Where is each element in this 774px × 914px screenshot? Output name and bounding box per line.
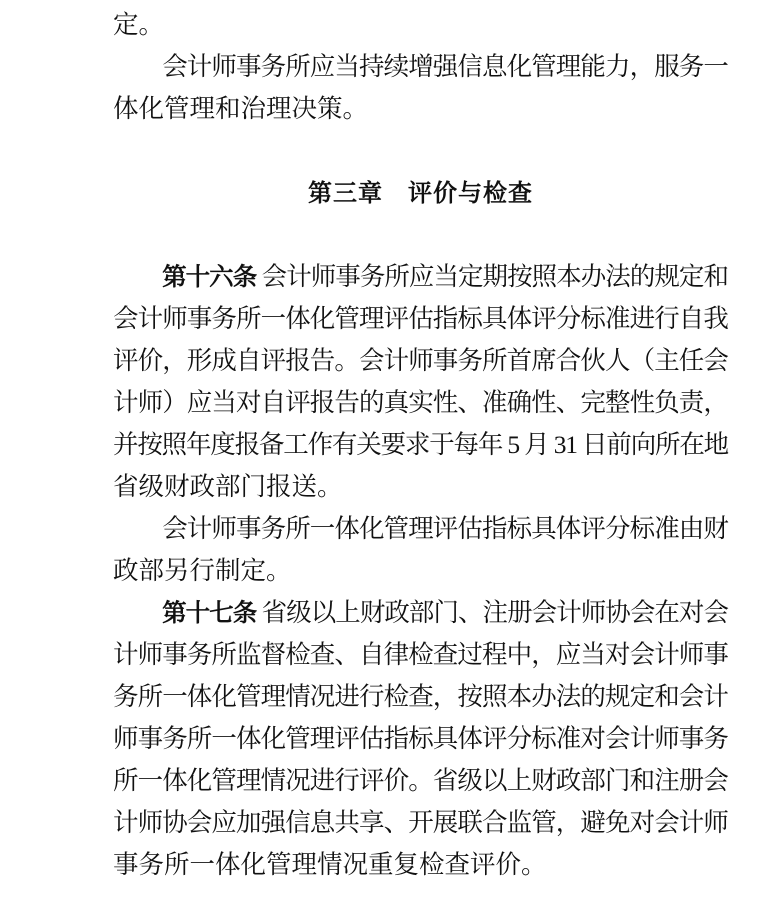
text-segment: 会计师事务所应当持续增强信息化管理能力，服务一 (113, 52, 728, 81)
text-line (113, 346, 728, 388)
line-text (113, 388, 728, 417)
line-text (113, 850, 547, 879)
text-segment: 会计师事务所应当定期按照本办法的规定和 (256, 262, 728, 291)
chapter-heading (113, 178, 728, 220)
line-text (113, 640, 728, 669)
text-segment: 并按照年度报备工作有关要求于每年 5 月 31 日前向所在地 (113, 430, 728, 459)
line-text (113, 430, 728, 459)
text-segment: 会计师事务所一体化管理评估指标具体评分标准由财 (113, 514, 728, 543)
text-line (113, 850, 728, 892)
bold-text-segment: 第三章 评价与检查 (308, 180, 533, 207)
blank-line (113, 220, 728, 262)
line-text (113, 94, 368, 123)
line-text (113, 10, 164, 39)
line-text (113, 514, 728, 543)
text-segment: 所一体化管理情况进行评价。省级以上财政部门和注册会 (113, 766, 728, 795)
text-line (113, 640, 728, 682)
text-segment: 体化管理和治理决策。 (113, 94, 369, 123)
text-line (113, 682, 728, 724)
text-line (113, 94, 728, 136)
text-line (113, 556, 728, 598)
text-line (113, 472, 728, 514)
text-line (113, 808, 728, 850)
bold-text-segment: 第十六条 (162, 264, 257, 291)
text-segment: 省级财政部门报送。 (113, 472, 343, 501)
text-segment: 计师）应当对自评报告的真实性、准确性、完整性负责， (113, 388, 728, 417)
line-text (113, 304, 728, 333)
line-text (113, 346, 728, 375)
line-text (113, 556, 292, 585)
text-segment: 评价，形成自评报告。会计师事务所首席合伙人（主任会 (113, 346, 728, 375)
text-line (113, 52, 728, 94)
text-segment (113, 262, 162, 291)
line-text (113, 682, 728, 711)
line-text (308, 178, 533, 207)
bold-text-segment: 第十七条 (162, 600, 257, 627)
line-text (113, 262, 728, 291)
text-line (113, 598, 728, 640)
text-segment: 务所一体化管理情况进行检查，按照本办法的规定和会计 (113, 682, 728, 711)
text-segment: 计师事务所监督检查、自律检查过程中，应当对会计师事 (113, 640, 728, 669)
text-segment: 计师协会应加强信息共享、开展联合监管，避免对会计师 (113, 808, 728, 837)
line-text (113, 598, 728, 627)
blank-line (113, 136, 728, 178)
text-line (113, 388, 728, 430)
text-line (113, 304, 728, 346)
text-segment: 会计师事务所一体化管理评估指标具体评分标准进行自我 (113, 304, 728, 333)
text-line (113, 262, 728, 304)
text-segment: 省级以上财政部门、注册会计师协会在对会 (256, 598, 728, 627)
text-line (113, 514, 728, 556)
text-segment (113, 598, 162, 627)
text-segment: 政部另行制定。 (113, 556, 292, 585)
text-segment: 师事务所一体化管理评估指标具体评分标准对会计师事务 (113, 724, 728, 753)
line-text (113, 766, 728, 795)
text-segment: 事务所一体化管理情况重复检查评价。 (113, 850, 547, 879)
text-line (113, 430, 728, 472)
line-text (113, 52, 728, 81)
text-line (113, 766, 728, 808)
line-text (113, 472, 343, 501)
line-text (113, 724, 728, 753)
text-line (113, 10, 728, 52)
text-line (113, 724, 728, 766)
line-text (113, 808, 728, 837)
text-segment: 定。 (113, 10, 165, 39)
document-page (113, 10, 728, 892)
